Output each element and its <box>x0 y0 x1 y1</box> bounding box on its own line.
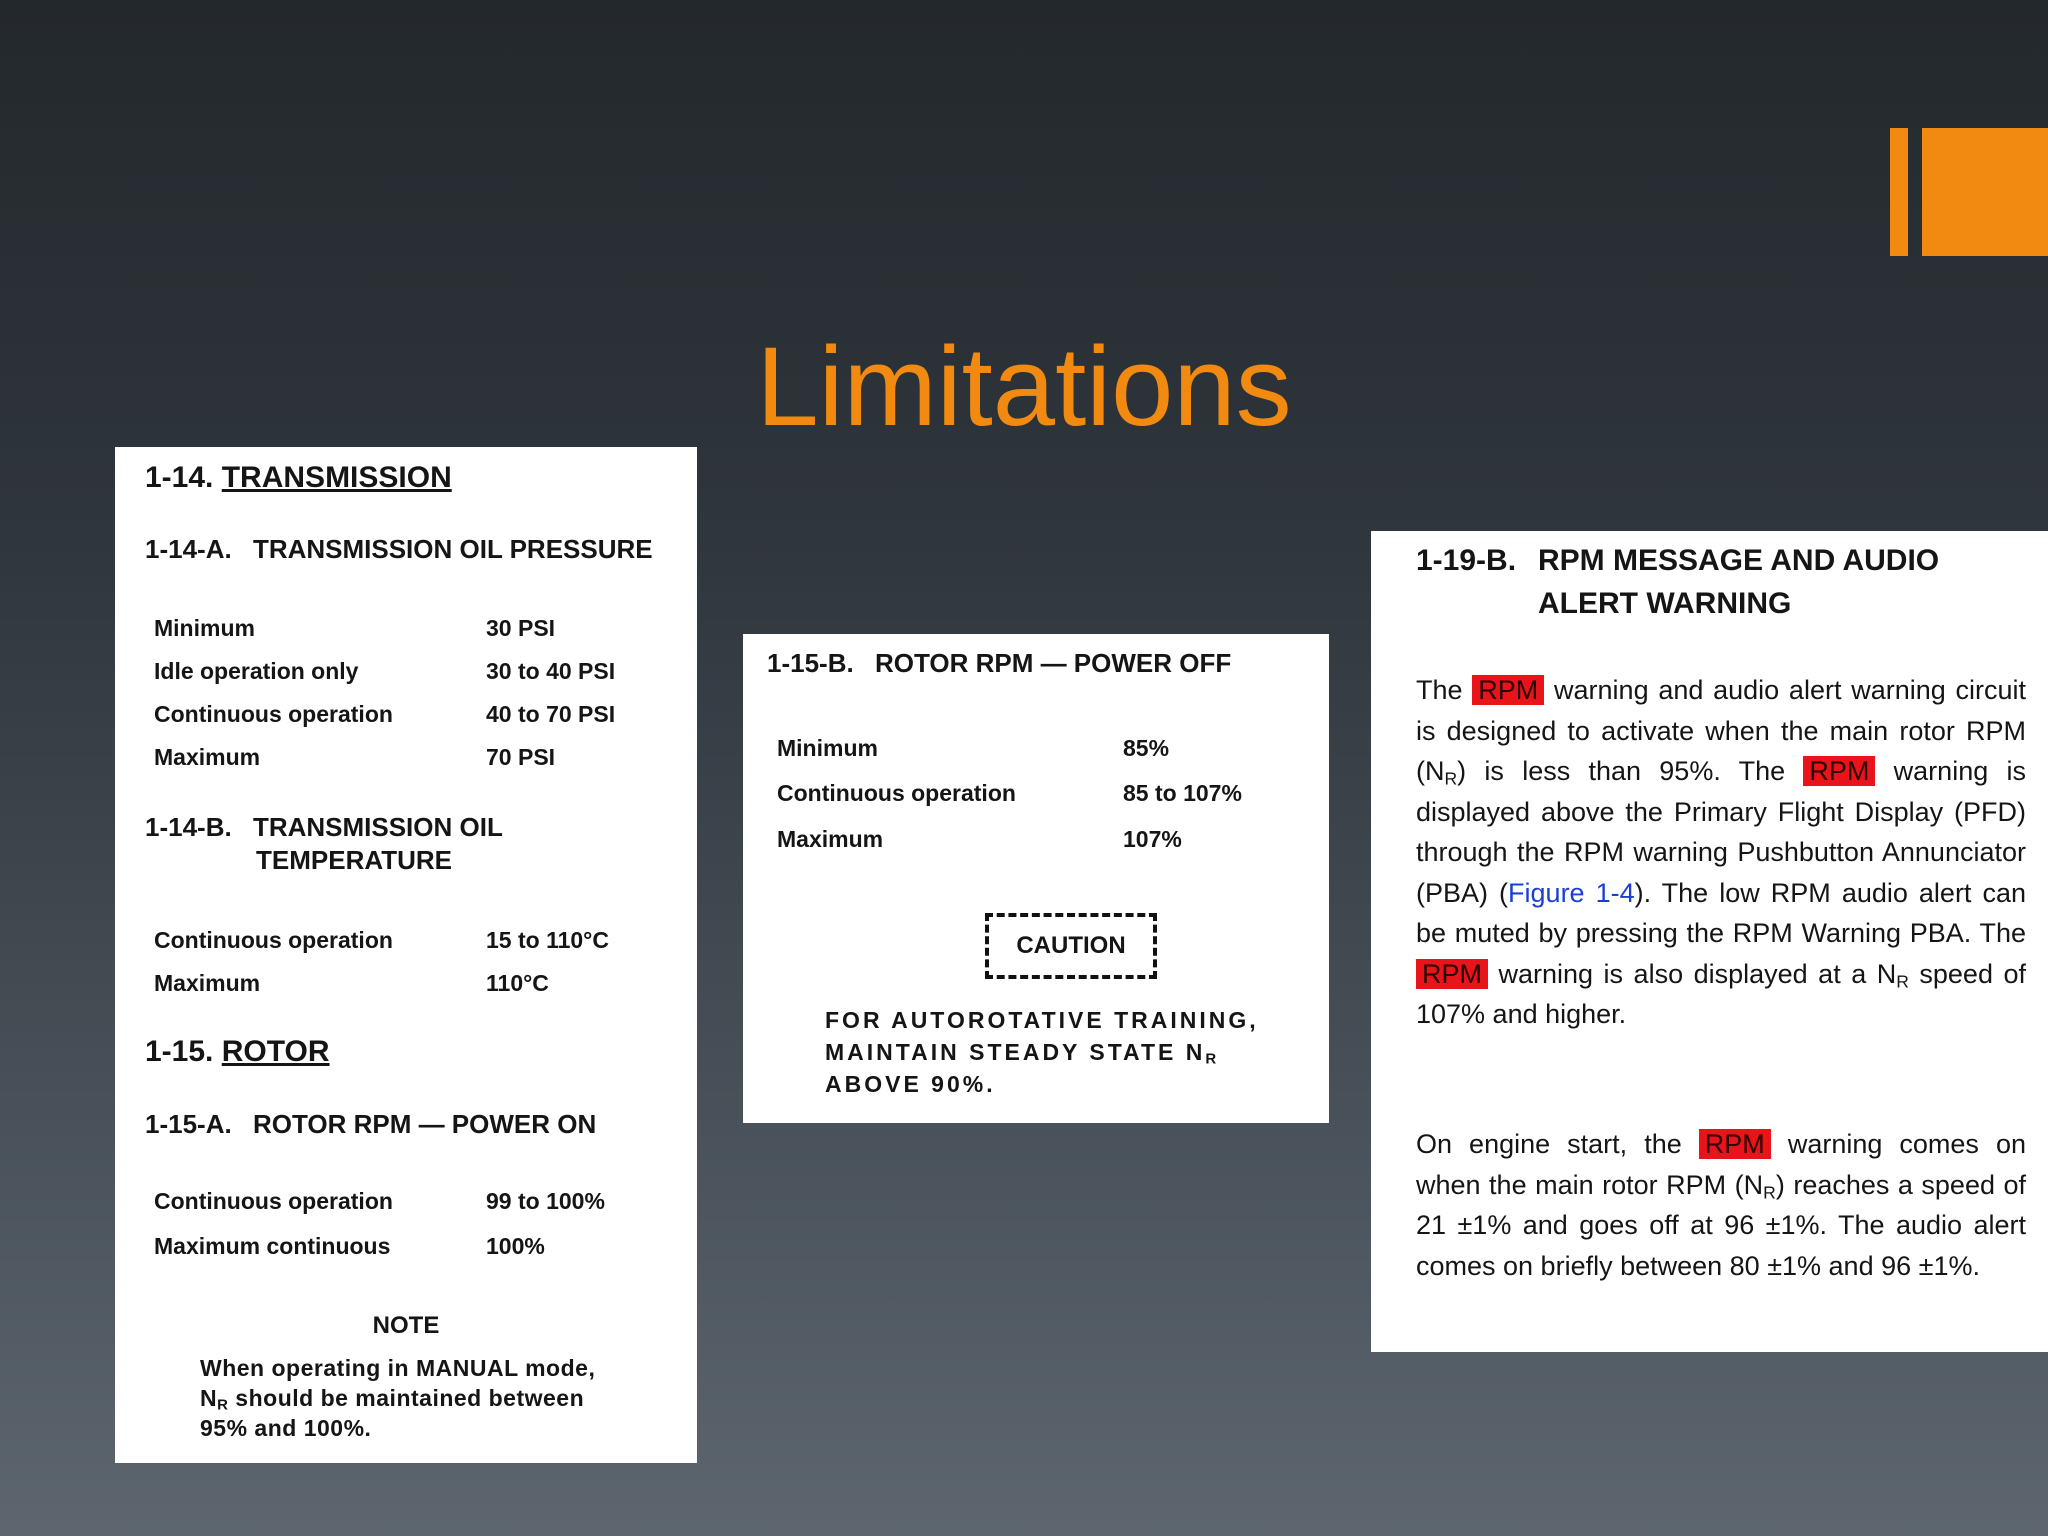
nr-symbol: N <box>1425 756 1445 786</box>
subsection-title <box>1538 539 1939 625</box>
table-row-label: Maximum <box>154 970 261 996</box>
paragraph-engine-start <box>1416 1124 2026 1286</box>
rpm-highlight-tag: RPM <box>1472 675 1544 705</box>
note-heading: NOTE <box>372 1312 440 1339</box>
nr-symbol: N <box>200 1385 218 1411</box>
table-row-value: 30 PSI <box>486 615 556 641</box>
text-run: speed of 107% and higher. <box>1416 958 2026 1029</box>
section-number: 1-14. <box>145 461 214 494</box>
power-off-panel <box>743 634 1329 1123</box>
rpm-highlight-tag: RPM <box>1803 756 1875 786</box>
table-row-label: Continuous operation <box>154 701 393 727</box>
note-line: When operating in MANUAL mode, <box>200 1355 596 1381</box>
table-row-value: 15 to 110°C <box>486 927 609 953</box>
table-row-label: Continuous operation <box>154 927 393 953</box>
table-row-value: 70 PSI <box>486 744 556 770</box>
figure-link[interactable]: Figure 1-4 <box>1508 877 1635 908</box>
table-row-value: 40 to 70 PSI <box>486 701 616 727</box>
subsection-title: ROTOR RPM — POWER ON <box>252 1109 597 1139</box>
slide-title: Limitations <box>756 324 1292 450</box>
nr-subscript: R <box>1763 1181 1776 1202</box>
note-body <box>200 1353 595 1443</box>
text-run: warning comes on when the main rotor RPM ( <box>1416 1129 2026 1200</box>
table-row-label: Minimum <box>154 615 255 641</box>
subsection-number: 1-19-B. <box>1416 544 1517 577</box>
table-row-value: 30 to 40 PSI <box>486 658 616 684</box>
subsection-heading-oil-temperature <box>145 812 503 843</box>
subsection-number: 1-15-B. <box>767 648 854 678</box>
table-row-value: 99 to 100% <box>486 1188 605 1214</box>
table-row-value: 100% <box>486 1233 545 1259</box>
accent-bar-thin <box>1890 128 1908 256</box>
subsection-title: ROTOR RPM — POWER OFF <box>874 648 1232 678</box>
text-run: warning is displayed above the Primary Flight Display (PFD) through the RPM warning Pushbutton Annunciator (PBA) ( <box>1416 756 2026 908</box>
nr-subscript: R <box>1205 1050 1220 1068</box>
subsection-title-line2: ALERT WARNING <box>1538 587 1792 620</box>
caution-label: CAUTION <box>1016 932 1126 959</box>
subsection-heading-oil-pressure <box>145 534 653 565</box>
subsection-title: TRANSMISSION OIL PRESSURE <box>252 534 653 564</box>
text-run: ) is less than 95%. The <box>1457 756 1804 786</box>
table-row-value: 85 to 107% <box>1123 780 1242 806</box>
nr-subscript: R <box>217 1396 229 1414</box>
nr-symbol: N <box>1876 958 1897 989</box>
transmission-panel <box>115 447 697 1463</box>
caution-line: ABOVE 90%. <box>825 1071 996 1097</box>
rpm-highlight-tag: RPM <box>1416 959 1488 989</box>
table-row-value: 85% <box>1123 735 1170 761</box>
nr-subscript: R <box>1896 970 1909 991</box>
caution-box <box>985 913 1157 979</box>
section-heading-transmission <box>145 461 452 495</box>
table-row-value: 110°C <box>486 970 549 996</box>
table-row-label: Minimum <box>777 735 878 761</box>
text-run: warning is also displayed at a <box>1488 958 1877 989</box>
subsection-number: 1-14-B. <box>145 812 232 842</box>
table-row-label: Maximum <box>154 744 261 770</box>
subsection-number: 1-15-A. <box>145 1109 232 1139</box>
section-heading-rotor <box>145 1035 330 1069</box>
table-row-label: Continuous operation <box>777 780 1016 806</box>
section-title: ROTOR <box>221 1035 330 1068</box>
note-line <box>200 1383 595 1413</box>
note-line-rest: should be maintained between <box>228 1385 585 1411</box>
caution-body <box>825 1004 1259 1100</box>
paragraph-rpm-warning <box>1416 670 2026 1035</box>
nr-symbol: N <box>1743 1169 1764 1200</box>
table-row-label: Idle operation only <box>154 658 359 684</box>
table-row-value: 107% <box>1123 826 1182 852</box>
text-run: warning and audio alert warning circuit is designed to activate when the main rotor RPM ( <box>1416 675 2026 786</box>
rpm-warning-panel <box>1371 531 2048 1352</box>
text-run: On engine start, the <box>1416 1129 1699 1159</box>
section-number: 1-15. <box>145 1035 214 1068</box>
subsection-title-line1: RPM MESSAGE AND AUDIO <box>1538 544 1940 577</box>
subsection-title-line1: TRANSMISSION OIL <box>252 812 503 842</box>
rpm-highlight-tag: RPM <box>1699 1129 1771 1159</box>
table-row-label: Maximum <box>777 826 884 852</box>
section-title: TRANSMISSION <box>221 461 452 494</box>
subsection-number: 1-14-A. <box>145 534 232 564</box>
caution-line-text: MAINTAIN STEADY STATE N <box>825 1039 1206 1065</box>
table-row-label: Maximum continuous <box>154 1233 391 1259</box>
caution-line <box>825 1036 1259 1068</box>
subsection-title-line2: TEMPERATURE <box>256 845 452 875</box>
text-run: ) reaches a speed of 21 ±1% and goes off at 96 ±1%. The audio alert comes on briefly between 80 ±1% and 96 ±1%. <box>1416 1169 2026 1281</box>
subsection-heading-power-on <box>145 1109 596 1140</box>
accent-bar-thick <box>1922 128 2048 256</box>
note-line: 95% and 100%. <box>200 1415 372 1441</box>
caution-line: FOR AUTOROTATIVE TRAINING, <box>825 1007 1259 1033</box>
text-run: The <box>1416 675 1473 705</box>
text-run: ). The low RPM audio alert can be muted by pressing the RPM Warning PBA. The <box>1416 877 2026 948</box>
subsection-heading-power-off <box>767 648 1231 679</box>
table-row-label: Continuous operation <box>154 1188 393 1214</box>
nr-subscript: R <box>1444 768 1458 789</box>
